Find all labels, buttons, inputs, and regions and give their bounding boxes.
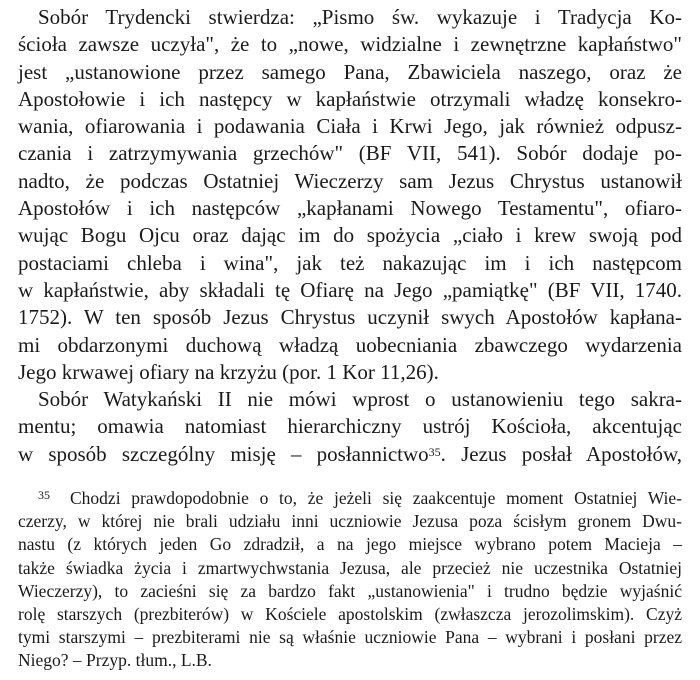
text-line: jest „ustanowione przez samego Pana, Zbawiciela naszego, oraz że: [18, 59, 682, 84]
footnote-line: tymi starszymi – prezbiterami nie są właśnie uczniowie Pana – wybrani i posłani przez: [18, 627, 682, 648]
footnote-line: rolę starszych (prezbiterów) w Kościele apostolskim (zwłaszcza jerozolimskim). Czyż: [18, 603, 682, 624]
footnote-line: nastu (z których jeden Go zdradził, a na jego miejsce wybrano potem Macieja –: [18, 534, 682, 555]
footnote-line: także świadka życia i zmartwychwstania Jezusa, ale przecież nie uczestnika Ostatniej: [18, 557, 682, 578]
footnote-area: [18, 487, 682, 673]
text-line: nadto, że podczas Ostatniej Wieczerzy sam Jezus Chrystus ustanowił: [18, 168, 682, 193]
text-line: Sobór Trydencki stwierdza: „Pismo św. wykazuje i Tradycja Ko-: [38, 5, 682, 29]
text-line: wania, ofiarowania i podawania Ciała i Krwi Jego, jak również odpusz-: [18, 114, 682, 139]
text-line: postaciami chleba i wina", jak też nakazując im i ich następcom: [18, 250, 682, 275]
text-line: mi obdarzonymi duchową władzą uobecniania zbawczego wydarzenia: [18, 332, 682, 357]
footnote-reference: 35: [428, 444, 441, 459]
text-line: [18, 441, 682, 468]
footnote-line: Wieczerzy), to zacieśni się za bardzo fakt „ustanowienia" i trudno będzie wyjaśnić: [18, 580, 682, 601]
text-line: Apostołowie i ich następcy w kapłaństwie otrzymali władzę konsekro-: [18, 86, 682, 111]
footnote-line: czerzy, w której nie brali udziału inni uczniowie Jezusa poza ścisłym gronem Dwu-: [18, 511, 682, 532]
footnote-line: [18, 487, 682, 510]
footnote-text: Chodzi prawdopodobnie o to, że jeżeli się zaakcentuje moment Ostatniej Wie-: [70, 488, 682, 508]
text-line: Jego krwawej ofiary na krzyżu (por. 1 Kor 11,26).: [18, 359, 439, 384]
text-segment: . Jezus posłał Apostołów,: [440, 441, 682, 466]
text-line: mentu; omawia natomiast hierarchiczny ustrój Kościoła, akcentując: [18, 414, 682, 439]
text-line: 1752). W ten sposób Jezus Chrystus uczynił swych Apostołów kapłana-: [18, 305, 682, 330]
text-line: wując Bogu Ojcu oraz dając im do spożycia „ciało i krew swoją pod: [18, 223, 682, 248]
text-line: ścioła zawsze uczyła", że to „nowe, widzialne i zewnętrzne kapłaństwo": [18, 32, 682, 57]
text-line: czania i zatrzymywania grzechów" (BF VII, 541). Sobór dodaje po-: [18, 141, 682, 166]
text-segment: w sposób szczególny misję – posłannictwo: [18, 441, 429, 466]
book-page: [18, 0, 682, 680]
main-text: [18, 4, 682, 468]
text-line: Apostołów i ich następców „kapłanami Nowego Testamentu", ofiaro-: [18, 196, 682, 221]
footnote-number: 35: [38, 488, 50, 502]
text-line: Sobór Watykański II nie mówi wprost o ustanowieniu tego sakra-: [38, 387, 682, 412]
text-line: w kapłaństwie, aby składali tę Ofiarę na Jego „pamiątkę" (BF VII, 1740.: [18, 277, 682, 302]
footnote-line: Niego? – Przyp. tłum., L.B.: [18, 650, 212, 671]
